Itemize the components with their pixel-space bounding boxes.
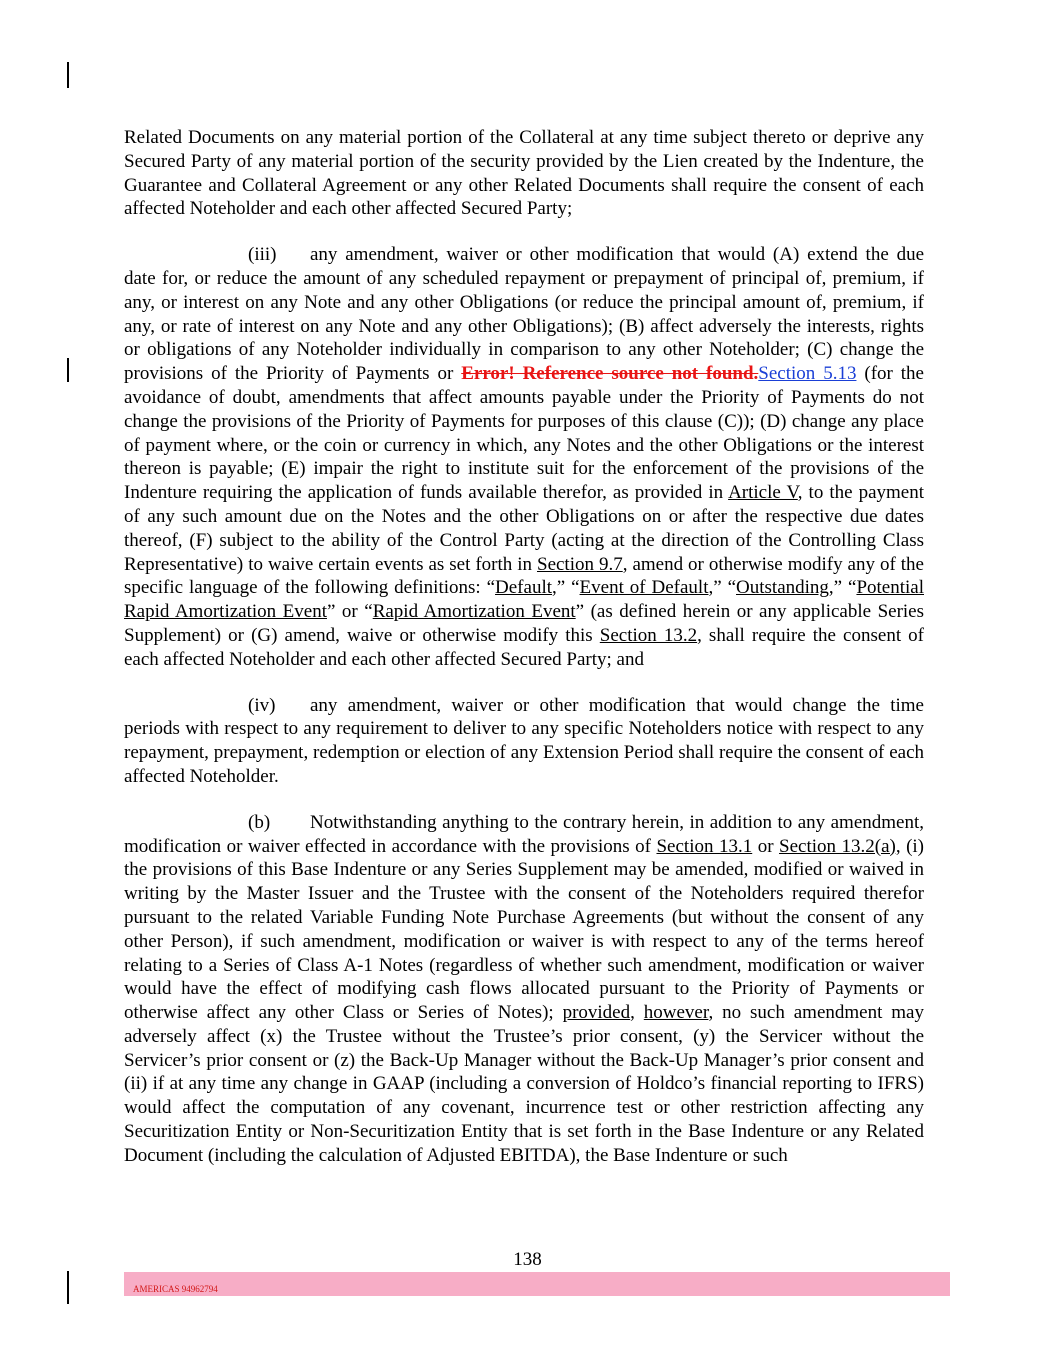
however-term: however [643, 1002, 709, 1024]
paragraph-b: (b) Notwithstanding anything to the contrary herein, in addition to any amendment, modification or waiver effected in accordance with the provisions of Section 13.1 or Section 13.2(a), (i) the provisions of this Base Indenture or any Series Supplement may be amended, modified or waived in writing by the Master Issuer and the Trustee with the consent of the Noteholders required therefor pursuant to the related Variable Funding Note Purchase Agreements (but without the consent of any other Person), if such amendment, modification or waiver is with respect to any of the terms hereof relating to a Series of Class A-1 Notes (regardless of whether such amendment, modification or waiver would have the effect of modifying cash flows allocated pursuant to the Priority of Payments or otherwise affect any other Class or Series of Notes); provided, however, no such amendment may adversely affect (x) the Trustee without the Trustee’s prior consent, (y) the Servicer without the Servicer’s prior consent or (z) the Back-Up Manager without the Back-Up Manager’s prior consent and (ii) if at any time any change in GAAP (including a conversion of Holdco’s financial reporting to IFRS) would affect the computation of any covenant, incurrence test or other restriction affecting any Securitization Entity or Non-Securitization Entity that is set forth in the Base Indenture or any Related Document (including the calculation of Adjusted EBITDA), the Base Indenture or such [124, 811, 924, 1166]
article-v-reference: Article V [728, 482, 798, 504]
clause-number: (iii) [248, 244, 277, 266]
document-id: AMERICAS 94962794 [133, 1284, 218, 1294]
change-bar-mid [67, 358, 69, 382]
section-13-1-reference: Section 13.1 [656, 835, 753, 857]
document-body [124, 126, 924, 1190]
page-number: 138 [513, 1249, 542, 1270]
definition-rapid-amortization-event: Rapid Amortization Event [372, 601, 576, 623]
section-9-7-reference: Section 9.7 [537, 553, 623, 575]
definition-default: Default [495, 577, 553, 599]
deleted-cross-reference: Error! Reference source not found. [461, 363, 759, 385]
clause-number: (b) [248, 811, 271, 833]
change-bar-bottom [67, 1271, 69, 1304]
paragraph-iii: (iii) any amendment, waiver or other modification that would (A) extend the due date for, or reduce the amount of any scheduled repayment or prepayment of principal of, premium, if any, or interest on any Note and any other Obligations (or reduce the principal amount of, premium, if any, or rate of interest on any Note and any other Obligations); (B) affect adversely the interests, rights or obligations of any Noteholder individually in comparison to any other Noteholder; (C) change the provisions of the Priority of Payments or Error! Reference source not found.Section 5.13 (for the avoidance of doubt, amendments that affect amounts payable under the Priority of Payments do not change the provisions of the Priority of Payments for purposes of this clause (C)); (D) change any place of payment where, or the coin or currency in which, any Notes and the other Obligations or the interest thereon is payable; (E) impair the right to institute suit for the enforcement of the provisions of the Indenture requiring the application of funds available therefor, as provided in Article V, to the payment of any such amount due on the Notes and the other Obligations on or after the respective due dates thereof, (F) subject to the ability of the Control Party (acting at the direction of the Controlling Class Representative) to waive certain events as set forth in Section 9.7, amend or otherwise modify any of the specific language of the following definitions: “Default,” “Event of Default,” “Outstanding,” “Potential Rapid Amortization Event” or “Rapid Amortization Event” (as defined herein or any applicable Series Supplement) or (G) amend, waive or otherwise modify this Section 13.2, shall require the consent of each affected Noteholder and each other affected Secured Party; and [124, 244, 925, 670]
definition-outstanding: Outstanding [736, 577, 829, 599]
paragraph-continuation: Related Documents on any material portion of the Collateral at any time subject thereto or deprive any Secured Party of any material portion of the security provided by the Lien created by the Indenture, the Guarantee and Collateral Agreement or any other Related Documents shall require the consent of each affected Noteholder and each other affected Secured Party; [124, 127, 924, 220]
clause-number: (iv) [248, 694, 276, 716]
inserted-section-link[interactable]: Section 5.13 [758, 363, 857, 385]
definition-event-of-default: Event of Default [579, 577, 709, 599]
footer-band [124, 1272, 950, 1296]
change-bar-top [67, 62, 69, 88]
definition-potential-rapid-amortization-event: Potential Rapid Amortization Event [124, 577, 924, 623]
section-13-2a-reference: Section 13.2(a) [779, 835, 896, 857]
paragraph-iv: (iv) any amendment, waiver or other modification that would change the time periods with respect to any requirement to deliver to any specific Noteholders notice with respect to any repayment, prepayment, redemption or election of any Extension Period shall require the consent of each affected Noteholder. [124, 694, 924, 787]
provided-term: provided [562, 1002, 631, 1024]
section-13-2-reference: Section 13.2 [599, 624, 698, 646]
